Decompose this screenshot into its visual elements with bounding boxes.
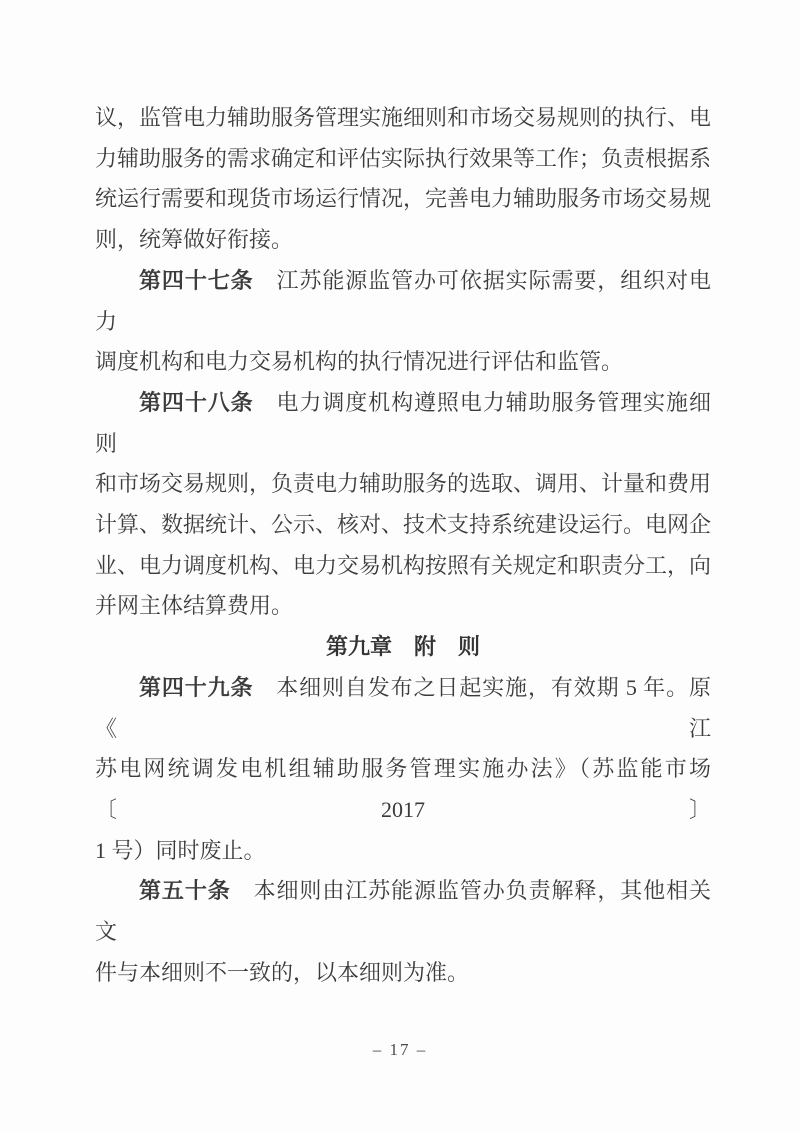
article-number-label: 第四十七条 [139,267,254,293]
text-line [95,546,711,587]
text-line [95,383,711,464]
text-line [95,953,711,994]
text-segment: 调度机构和电力交易机构的执行情况进行评估和监管。 [95,349,624,375]
text-segment: 件与本细则不一致的，以本细则为准。 [95,959,470,985]
text-line [95,668,711,749]
text-segment: 并网主体结算费用。 [95,593,294,619]
text-line [95,261,711,342]
text-line [95,179,711,220]
text-segment: 则，统筹做好衔接。 [95,227,294,253]
article-number-label: 第五十条 [139,878,231,904]
text-line [95,586,711,627]
text-line [95,139,711,180]
document-body [95,98,711,993]
text-line [95,831,711,872]
text-segment: 江苏能源监管办可依据实际需要，组织对电力 [95,267,711,334]
text-segment: 和市场交易规则，负责电力辅助服务的选取、调用、计量和费用 [95,471,711,497]
chapter-heading: 第九章 附 则 [325,634,480,660]
text-segment: 计算、数据统计、公示、核对、技术支持系统建设运行。电网企 [95,512,711,538]
text-line [95,871,711,952]
text-segment: 业、电力调度机构、电力交易机构按照有关规定和职责分工，向 [95,552,711,578]
text-line [95,464,711,505]
text-segment: 电力调度机构遵照电力辅助服务管理实施细则 [95,389,711,456]
article-number-label: 第四十九条 [139,674,254,700]
text-line [95,220,711,261]
article-number-label: 第四十八条 [139,389,254,415]
text-segment: 本细则由江苏能源监管办负责解释，其他相关文 [95,878,711,945]
text-line [95,505,711,546]
text-line [95,749,711,830]
text-segment: 统运行需要和现货市场运行情况，完善电力辅助服务市场交易规 [95,186,711,212]
text-segment: 苏电网统调发电机组辅助服务管理实施办法》（苏监能市场〔2017〕 [95,756,711,822]
page-number: – 17 – [372,1040,428,1059]
text-segment: 力辅助服务的需求确定和评估实际执行效果等工作；负责根据系 [95,145,711,171]
text-segment: 1 号）同时废止。 [95,837,266,863]
text-line [95,98,711,139]
text-segment: 本细则自发布之日起实施，有效期 5 年。原《江 [95,674,711,741]
text-line [95,342,711,383]
text-segment: 议，监管电力辅助服务管理实施细则和市场交易规则的执行、电 [95,105,711,130]
